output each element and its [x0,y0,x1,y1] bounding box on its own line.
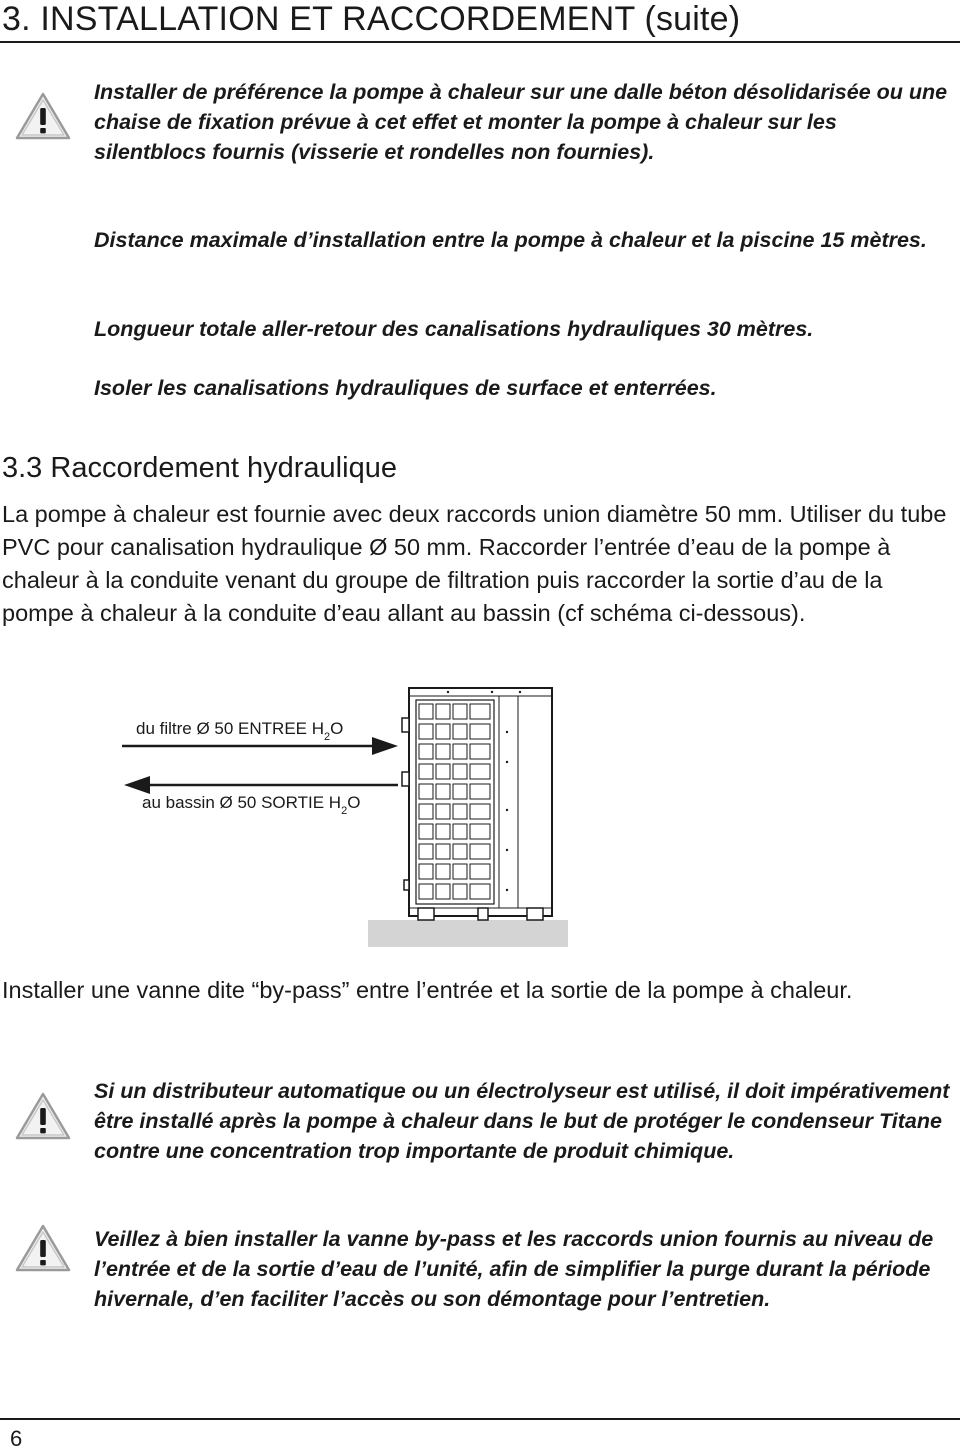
outlet-arrow [124,776,150,794]
inlet-arrow [372,737,398,755]
concrete-slab [368,920,568,947]
footer-divider [0,1418,960,1420]
warning-text-support: Installer de préférence la pompe à chaleur sur une dalle béton désolidarisée ou une chaise de fixation prévue à cet effet et monter la pompe à chaleur sur les silentblocs fournis (visserie et rondelles non fournies). [94,80,948,164]
bypass-paragraph: Installer une vanne dite “by-pass” entre l’entrée et la sortie de la pompe à chaleur. [2,977,853,1003]
warning-text-distributor: Si un distributeur automatique ou un électrolyseur est utilisé, il doit impérativement être installé après la pompe à chaleur dans le but de protéger le condenseur Titane contre une concentration trop importante de produit chimique. [94,1079,950,1163]
warning-text-max-distance: Distance maximale d’installation entre la pompe à chaleur et la piscine 15 mètres. [94,228,927,252]
hydraulic-connection-diagram [100,680,580,952]
outlet-label: au bassin Ø 50 SORTIE $H_2O$ [142,793,361,817]
section-paragraph: La pompe à chaleur est fournie avec deux raccords union diamètre 50 mm. Utiliser du tube PVC pour canalisation hydraulique Ø 50 mm. Raccorder l’entrée d’eau de la pompe à chaleur à la conduite venant du groupe de filtration puis raccorder la sortie d’au de la pompe à chaleur à la conduite d’eau allant au bassin (cf schéma ci-dessous). [2,501,947,626]
warning-triangle-icon [14,90,72,142]
section-heading: 3.3 Raccordement hydraulique [2,452,397,484]
warning-text-pipe-length: Longueur totale aller-retour des canalisations hydrauliques 30 mètres. [94,317,814,341]
page-title: 3. INSTALLATION ET RACCORDEMENT (suite) [2,0,741,38]
warning-triangle-icon [14,1090,72,1142]
inlet-label: du filtre Ø 50 ENTREE $H_2O$ [136,719,344,743]
title-divider [0,41,960,43]
warning-text-insulate: Isoler les canalisations hydrauliques de surface et enterrées. [94,376,717,400]
warning-text-bypass-valve: Veillez à bien installer la vanne by-pass et les raccords union fournis au niveau de l’entrée et de la sortie d’eau de l’unité, afin de simplifier la purge durant la période hivernale, d’en faciliter l’accès ou son démontage pour l’entretien. [94,1227,934,1311]
warning-triangle-icon [14,1222,72,1274]
page-number: 6 [10,1426,23,1451]
